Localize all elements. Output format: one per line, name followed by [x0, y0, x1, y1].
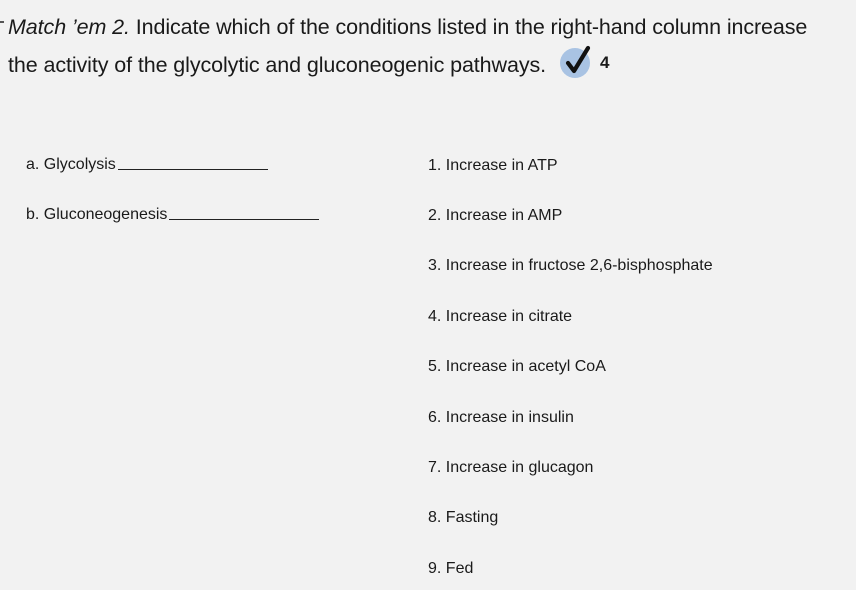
match-item-label: b. Gluconeogenesis	[26, 206, 168, 223]
condition-item: 1. Increase in ATP	[428, 157, 558, 174]
condition-item: 6. Increase in insulin	[428, 409, 574, 426]
answer-blank-glycolysis[interactable]	[118, 168, 268, 170]
points-value: 4	[600, 53, 610, 73]
condition-item: 4. Increase in citrate	[428, 308, 573, 325]
match-item-label: a. Glycolysis	[26, 156, 116, 173]
checkmark-badge	[560, 48, 590, 78]
condition-item: 9. Fed	[428, 560, 474, 577]
question-line-2-text: the activity of the glycolytic and gluconeogenic pathways.	[8, 53, 546, 77]
question-lead: Match ’em 2.	[8, 15, 130, 39]
condition-item: 2. Increase in AMP	[428, 207, 563, 224]
edge-mark	[0, 21, 4, 23]
match-item-gluconeogenesis	[26, 206, 319, 224]
answer-blank-gluconeogenesis[interactable]	[169, 218, 319, 220]
condition-item: 5. Increase in acetyl CoA	[428, 358, 606, 375]
question-line-1-rest: Indicate which of the conditions listed in the right-hand column increase	[129, 15, 808, 39]
question-text	[8, 8, 853, 84]
question-line-1	[8, 8, 853, 46]
question-line-2	[8, 46, 853, 84]
condition-item: 7. Increase in glucagon	[428, 459, 594, 476]
match-item-glycolysis	[26, 156, 268, 174]
condition-item: 8. Fasting	[428, 509, 499, 526]
checkmark-icon	[563, 44, 593, 78]
condition-item: 3. Increase in fructose 2,6-bisphosphate	[428, 257, 713, 274]
